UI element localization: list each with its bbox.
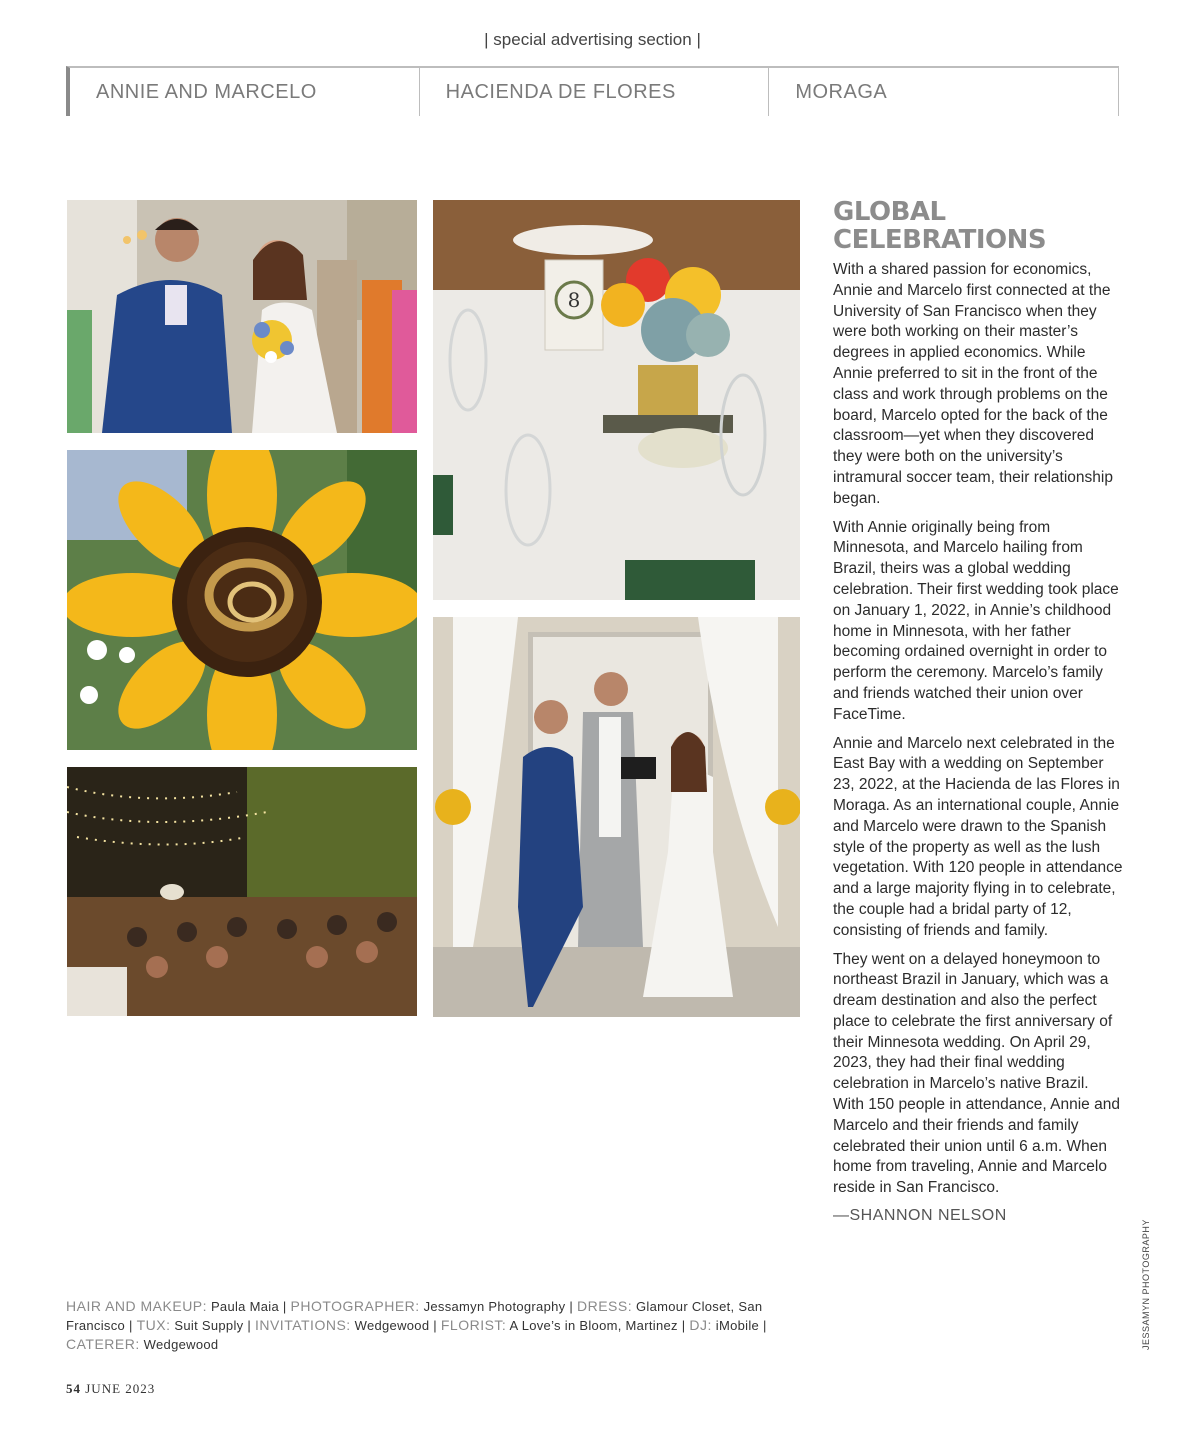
photo-sunflower-rings	[67, 450, 417, 750]
article-paragraph: Annie and Marcelo next celebrated in the East Bay with a wedding on September 23, 2022, at the Hacienda de las Flores in Moraga. As an international couple, Annie and Marcelo were drawn to the Spanish style of the property as well as the lush vegetation. With 120 people in attendance and a large majority flying in to celebrate, the couple had a bridal party of 12, consisting of friends and family.	[833, 734, 1123, 939]
article-paragraph: With a shared passion for economics, Annie and Marcelo first connected at the University of San Francisco when they were both working on their master’s degrees in applied economics. While Annie preferred to sit in the front of the class and work through problems on the board, Marcelo opted for the back of the classroom—yet when they discovered they were both on the university’s intramural soccer team, their relationship began.	[833, 261, 1113, 507]
table-number-card: 8	[567, 288, 581, 312]
credit-label: FLORIST:	[440, 1317, 507, 1333]
author-byline: —SHANNON NELSON	[833, 1207, 1007, 1225]
credit-value: iMobile	[715, 1318, 760, 1333]
photo-table-setting	[433, 200, 800, 600]
credit-value: Wedgewood	[354, 1318, 430, 1333]
page-folio	[66, 1381, 155, 1397]
credit-label: HAIR AND MAKEUP:	[66, 1298, 208, 1314]
credit-label: DJ:	[689, 1317, 712, 1333]
credit-label: CATERER:	[66, 1336, 140, 1352]
header-couple-name: ANNIE AND MARCELO	[66, 66, 419, 116]
article-body	[833, 198, 1123, 1225]
headline-line-2: CELEBRATIONS	[833, 225, 1047, 255]
header-location: MORAGA	[768, 66, 1119, 116]
header-venue: HACIENDA DE FLORES	[419, 66, 769, 116]
issue-date: JUNE 2023	[85, 1381, 156, 1396]
article-paragraph: They went on a delayed honeymoon to northeast Brazil in January, which was a dream destination and also the perfect place to celebrate the first anniversary of their Minnesota wedding. On April 29, 2023, they had their final wedding celebration in Marcelo’s native Brazil. With 150 people in attendance, Annie and Marcelo and their friends and family celebrated their union until 6 a.m. When home from traveling, Annie and Marcelo reside in San Francisco.	[833, 950, 1120, 1197]
credit-value: Wedgewood	[143, 1337, 219, 1352]
page-number: 54	[66, 1381, 81, 1396]
photo-evening-reception	[67, 767, 417, 1016]
credit-label: DRESS:	[576, 1298, 633, 1314]
article-paragraph: With Annie originally being from Minnesota, and Marcelo hailing from Brazil, theirs was a global wedding celebration. Their first wedding took place on January 1, 2022, in Annie’s childhood home in Minnesota, with her father becoming ordained overnight in order to perform the ceremony. Marcelo’s family and friends watched their union over FaceTime.	[833, 518, 1119, 723]
photo-credit-vertical: JESSAMYN PHOTOGRAPHY	[1141, 1219, 1151, 1350]
credit-value: Glamour Closet, San Francisco	[66, 1299, 763, 1333]
special-advertising-label: | special advertising section |	[484, 30, 701, 49]
headline-line-1: GLOBAL	[833, 197, 946, 227]
photo-couple-recessional	[67, 200, 417, 433]
credit-value: Jessamyn Photography	[423, 1299, 566, 1314]
credit-value: A Love’s in Bloom, Martinez	[509, 1318, 678, 1333]
credit-label: PHOTOGRAPHER:	[290, 1298, 420, 1314]
credit-value: Paula Maia	[210, 1299, 279, 1314]
article-header-bar	[66, 66, 1119, 116]
photo-ceremony-vows	[433, 617, 800, 1017]
credit-value: Suit Supply	[174, 1318, 244, 1333]
credit-label: TUX:	[136, 1317, 171, 1333]
credit-label: INVITATIONS:	[254, 1317, 351, 1333]
vendor-credits: HAIR AND MAKEUP: Paula Maia | PHOTOGRAPHER: Jessamyn Photography | DRESS: Glamour Closet, San Francisco | TUX: Suit Supply | INVITATIONS: Wedgewood | FLORIST: A Love’s in Bloom, Martinez | DJ: iMobile | CATERER: Wedgewood	[66, 1298, 767, 1352]
article-headline	[833, 198, 1123, 254]
